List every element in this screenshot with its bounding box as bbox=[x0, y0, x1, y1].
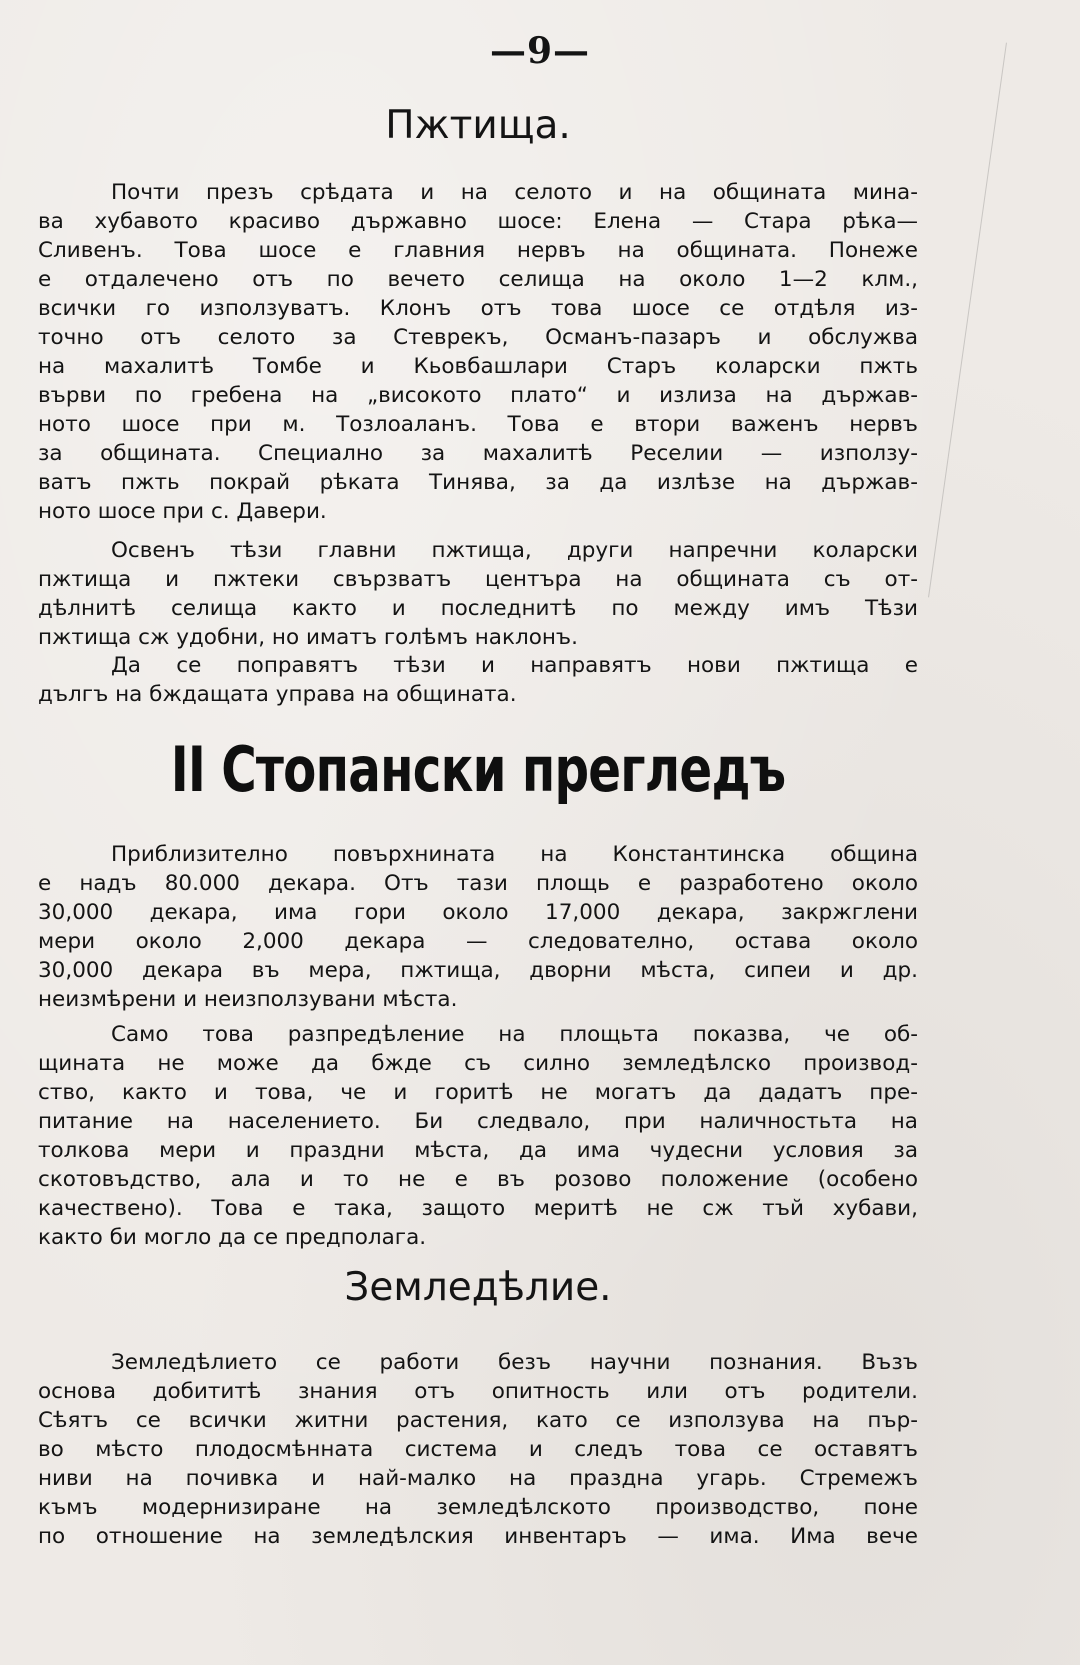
text-line: 30,000 декара въ мера, пжтища, дворни мѣста, сипеи и др. bbox=[38, 958, 918, 983]
section-heading-roads: Пжтища. bbox=[385, 103, 571, 148]
text-line: дѣлнитѣ селища както и последнитѣ по между имъ Тѣзи bbox=[38, 596, 918, 621]
page-number: —9— bbox=[489, 30, 591, 72]
text-line: щината не може да бжде съ силно земледѣлско производ- bbox=[38, 1051, 918, 1076]
text-line: по отношение на земледѣлския инвентаръ — има. Има вече bbox=[38, 1524, 918, 1549]
text-line: Почти презъ срѣдата и на селото и на общината мина- bbox=[111, 180, 918, 205]
text-line: Да се поправятъ тѣзи и направятъ нови пжтища е bbox=[111, 653, 918, 678]
text-line: на махалитѣ Томбе и Кьовбашлари Старъ коларски пжть bbox=[38, 354, 918, 379]
text-line: всички го използуватъ. Клонъ отъ това шосе се отдѣля из- bbox=[38, 296, 918, 321]
text-line: точно отъ селото за Стеврекъ, Османъ-пазаръ и обслужва bbox=[38, 325, 918, 350]
text-line: пжтища сж удобни, но иматъ голѣмъ наклонъ. bbox=[38, 625, 578, 650]
paragraph-agriculture-1 bbox=[38, 1348, 918, 1551]
section-heading-economic-review: II Стопански прегледъ bbox=[170, 733, 786, 806]
text-line: както би могло да се предполага. bbox=[38, 1225, 427, 1250]
text-line: за общината. Специално за махалитѣ Реселии — използу- bbox=[38, 441, 918, 466]
text-line: Само това разпредѣление на площьта показва, че об- bbox=[111, 1022, 918, 1047]
paragraph-economy-1 bbox=[38, 840, 918, 1014]
text-line: е надъ 80.000 декара. Отъ тази площь е разработено около bbox=[38, 871, 918, 896]
text-line: върви по гребена на „високото плато“ и излиза на държав- bbox=[38, 383, 918, 408]
text-line: Сливенъ. Това шосе е главния нервъ на общината. Понеже bbox=[38, 238, 918, 263]
text-line: мери около 2,000 декара — следователно, остава около bbox=[38, 929, 918, 954]
paragraph-roads-3 bbox=[38, 651, 918, 709]
text-line: Освенъ тѣзи главни пжтища, други напречни коларски bbox=[111, 538, 918, 563]
paragraph-roads-2 bbox=[38, 536, 918, 652]
text-line: пжтища и пжтеки свързватъ центъра на общината съ от- bbox=[38, 567, 918, 592]
text-line: Приблизително повърхнината на Константинска община bbox=[111, 842, 918, 867]
text-line: ното шосе при с. Давери. bbox=[38, 499, 327, 524]
text-line: ватъ пжть покрай рѣката Тинява, за да излѣзе на държав- bbox=[38, 470, 918, 495]
text-line: ното шосе при м. Тозлоаланъ. Това е втори важенъ нервъ bbox=[38, 412, 918, 437]
paragraph-economy-2 bbox=[38, 1020, 918, 1252]
text-line: Земледѣлието се работи безъ научни познания. Възъ bbox=[111, 1350, 918, 1375]
text-line: качествено). Това е така, защото меритѣ не сж тъй хубави, bbox=[38, 1196, 918, 1221]
text-line: толкова мери и праздни мѣста, да има чудесни условия за bbox=[38, 1138, 918, 1163]
text-line: ство, както и това, че и горитѣ не могатъ да дадатъ пре- bbox=[38, 1080, 918, 1105]
page-fold-crease bbox=[928, 43, 1007, 598]
paragraph-roads-1 bbox=[38, 178, 918, 526]
text-line: 30,000 декара, има гори около 17,000 декара, закржглени bbox=[38, 900, 918, 925]
text-line: къмъ модернизиране на земледѣлското производство, поне bbox=[38, 1495, 918, 1520]
text-line: основа добититѣ знания отъ опитность или отъ родители. bbox=[38, 1379, 918, 1404]
text-line: Сѣятъ се всички житни растения, като се използува на пър- bbox=[38, 1408, 918, 1433]
text-line: неизмѣрени и неизползувани мѣста. bbox=[38, 987, 458, 1012]
text-line: питание на населението. Би следвало, при наличностьта на bbox=[38, 1109, 918, 1134]
text-line: е отдалечено отъ по вечето селища на около 1—2 клм., bbox=[38, 267, 918, 292]
text-line: во мѣсто плодосмѣнната система и следъ това се оставятъ bbox=[38, 1437, 918, 1462]
section-heading-agriculture: Земледѣлие. bbox=[344, 1265, 612, 1310]
text-line: ва хубавото красиво държавно шосе: Елена — Стара рѣка— bbox=[38, 209, 918, 234]
text-line: дългъ на бждащата управа на общината. bbox=[38, 682, 517, 707]
text-line: ниви на почивка и най-малко на праздна угарь. Стремежъ bbox=[38, 1466, 918, 1491]
text-line: скотовъдство, ала и то не е въ розово положение (особено bbox=[38, 1167, 918, 1192]
